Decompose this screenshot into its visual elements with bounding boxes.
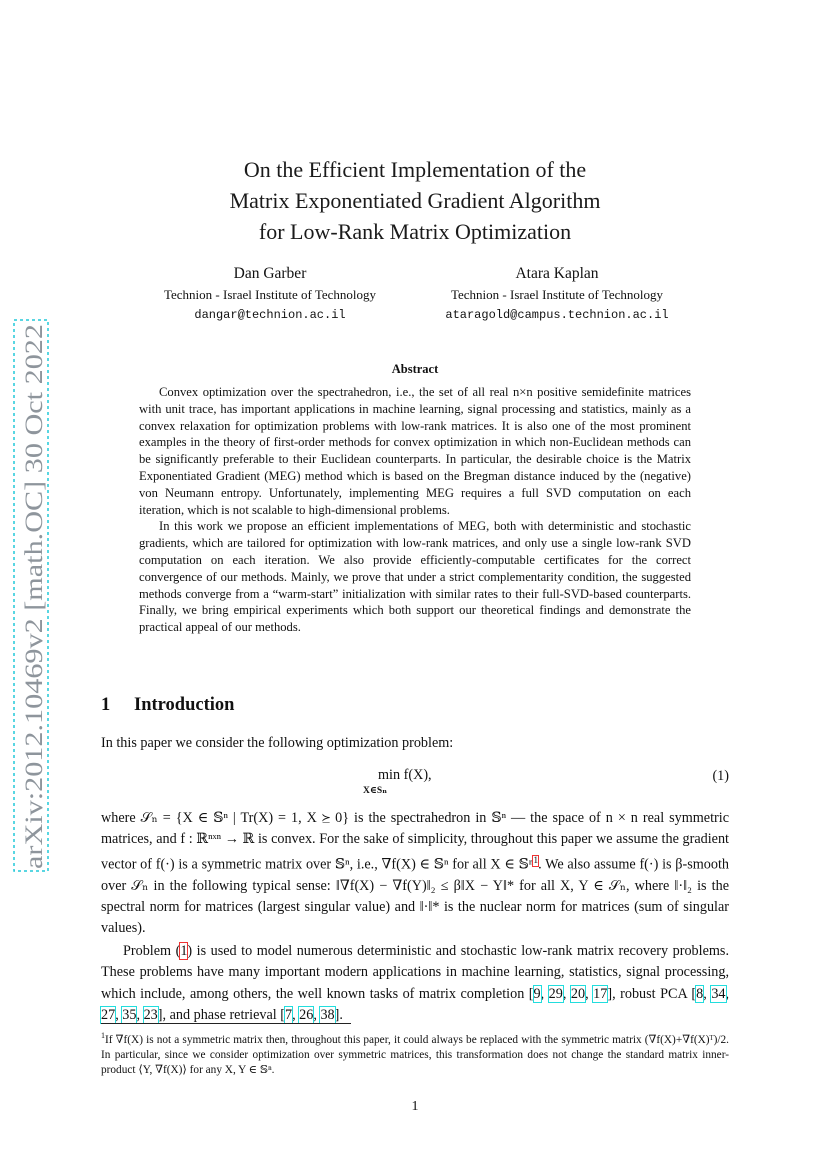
arxiv-stamp-text: arXiv:2012.10469v2 [math.OC] 30 Oct 2022 <box>21 417 48 869</box>
equation-subscript: X∈Sₙ <box>363 786 388 796</box>
abstract-paragraph-2: In this work we propose an efficient implementations of MEG, both with deterministic and stochastic gradients, which are tailored for optimization with low-rank matrices, and only use a single low-rank SVD computation on each iteration. We also provide efficiently-computable certificates for the correct convergence of our methods. Mainly, we prove that under a strict complementarity condition, the suggested methods converge from a “warm-start” initialization with similar rates to their full-SVD-based counterparts. Finally, we bring empirical experiments which both support our theoretical findings and demonstrate the practical appeal of our methods. <box>139 519 691 635</box>
citation-link[interactable]: 35 <box>122 1006 137 1023</box>
footnote-divider <box>101 1023 351 1024</box>
text-run: Problem ( <box>123 943 181 959</box>
section-title: Introduction <box>134 695 235 715</box>
author-block-2 <box>435 263 679 325</box>
citation-link[interactable]: 26 <box>299 1006 314 1023</box>
citation-link[interactable]: 8 <box>696 985 704 1002</box>
paper-page <box>101 0 729 1172</box>
author-email[interactable]: ataragold@campus.technion.ac.il <box>445 308 669 322</box>
title-line-2: Matrix Exponentiated Gradient Algorithm <box>229 188 601 213</box>
text-run: is the spectrahedron in 𝕊ⁿ — the space of n × n real symmetric matrices, and f : ℝⁿˣⁿ → ℝ is convex. For the sake of simplicity, throughout this paper we assume the gradient vector of f(·) is a symmetric matrix over 𝕊ⁿ, i.e., ∇f(X) ∈ 𝕊ⁿ for all X ∈ 𝕊ⁿ <box>101 810 729 873</box>
abstract-heading: Abstract <box>391 362 439 376</box>
section-heading <box>101 695 234 716</box>
section-number: 1 <box>101 695 111 715</box>
citation-link[interactable]: 9 <box>533 985 541 1002</box>
author-name: Dan Garber <box>233 265 307 282</box>
author-block-1 <box>150 263 390 325</box>
author-email[interactable]: dangar@technion.ac.il <box>194 308 346 322</box>
title-line-3: for Low-Rank Matrix Optimization <box>258 219 572 244</box>
citation-link[interactable]: 17 <box>593 985 608 1002</box>
text-run: ]. <box>334 1006 343 1023</box>
text-run: where <box>101 810 141 826</box>
title-line-1: On the Efficient Implementation of the <box>243 157 587 182</box>
intro-lead-text: In this paper we consider the following optimization problem: <box>101 735 454 751</box>
citation-link[interactable]: 27 <box>101 1006 116 1023</box>
footnote <box>101 1028 729 1079</box>
arxiv-stamp <box>0 318 54 873</box>
citation-link[interactable]: 23 <box>143 1006 158 1023</box>
footnote-mark: 1 <box>101 1031 105 1040</box>
citation-link[interactable]: 34 <box>711 985 726 1002</box>
text-run: . We also assume f(·) is β-smooth over 𝒮ₙ in the following typical sense: ‖∇f(X) − ∇f(Y)‖₂ ≤ β‖X − Y‖* for all X, Y ∈ 𝒮ₙ, where ‖·‖₂ is the spectral norm for matrices (largest singular value) and ‖·‖* is the nuclear norm for matrices (sum of singular values). <box>101 856 729 937</box>
footnote-link[interactable]: 1 <box>533 855 539 866</box>
intro-paragraph-1 <box>101 808 729 940</box>
citation-link[interactable]: 7 <box>284 1006 293 1023</box>
page-number: 1 <box>411 1099 419 1114</box>
paper-title <box>101 154 729 247</box>
text-run: ], and phase retrieval [ <box>157 1006 285 1023</box>
abstract-body <box>139 384 691 636</box>
intro-lead <box>101 733 729 754</box>
citation-link[interactable]: 38 <box>320 1006 335 1023</box>
footnote-text: If ∇f(X) is not a symmetric matrix then, throughout this paper, it could always be replaced with the symmetric matrix (∇f(X)+∇f(X)ᵀ)/2. In particular, since we consider optimization over symmetric matrices, this transformation does not change the standard matrix inner-product ⟨Y, ∇f(X)⟩ for any X, Y ∈ 𝕊ⁿ. <box>101 1033 729 1077</box>
abstract-paragraph-1: Convex optimization over the spectrahedron, i.e., the set of all real n×n positive semidefinite matrices with unit trace, has important applications in machine learning, signal processing and statistics, mainly as a convex relaxation for optimization problems with low-rank matrices. It is also one of the most prominent examples in the theory of first-order methods for convex optimization in which non-Euclidean methods can be significantly preferable to their Euclidean counterparts. In particular, the desirable choice is the Matrix Exponentiated Gradient (MEG) method which is based on the Bregman distance induced by the (negative) von Neumann entropy. Unfortunately, implementing MEG requires a full SVD computation on each iteration, which is not scalable to high-dimensional problems. <box>139 385 691 517</box>
equation-1 <box>101 764 729 798</box>
spectrahedron-definition: 𝒮ₙ = {X ∈ 𝕊ⁿ | Tr(X) = 1, X ⪰ 0} <box>140 810 350 826</box>
text-run: ) is used to model numerous deterministic and stochastic low-rank matrix recovery problems. These problems have many important modern applications in machine learning, statistics, signal processing, which include, among others, the well known tasks of matrix completion [ <box>101 943 729 1002</box>
author-affiliation: Technion - Israel Institute of Technology <box>450 287 664 302</box>
author-affiliation: Technion - Israel Institute of Technology <box>163 287 377 302</box>
intro-paragraph-2: Problem (1) is used to model numerous deterministic and stochastic low-rank matrix recovery problems. These problems have many important modern applications in machine learning, statistics, signal processing, which include, among others, the well known tasks of matrix completion [9, 29, 20, 17], robust PCA [8, 34, 27, 35, 23], and phase retrieval [7, 26, 38]. <box>101 943 730 1023</box>
citation-link[interactable]: 29 <box>548 985 563 1002</box>
citation-link[interactable]: 20 <box>570 985 586 1002</box>
equation-number: (1) <box>712 768 729 784</box>
equation-body: min f(X), <box>378 767 432 783</box>
equation-link[interactable]: 1 <box>180 943 188 959</box>
text-run: ], robust PCA [ <box>607 985 697 1002</box>
author-name: Atara Kaplan <box>515 265 599 282</box>
